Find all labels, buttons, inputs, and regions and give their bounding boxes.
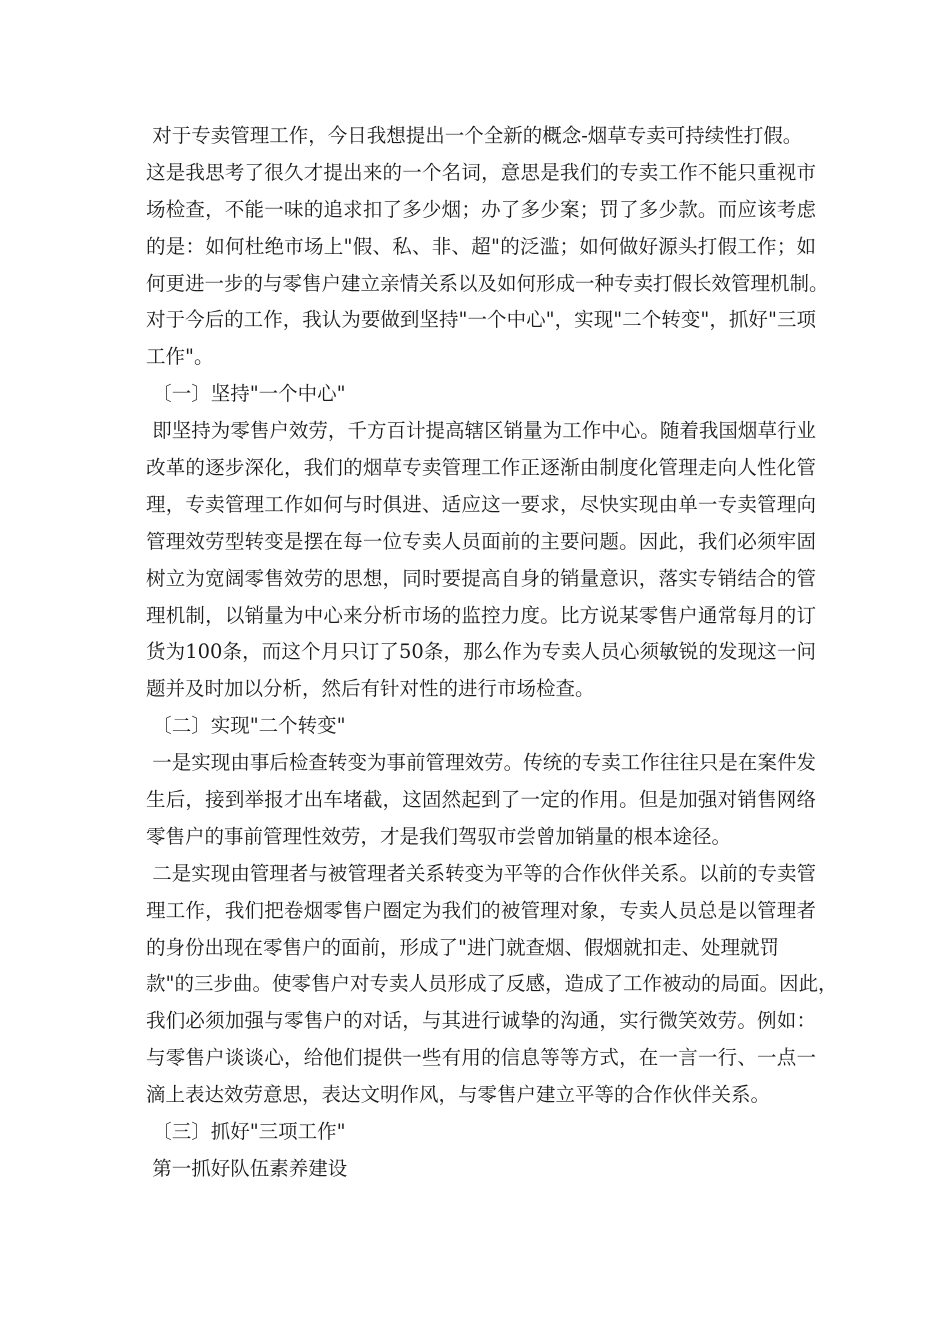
text-line: 工作"。	[146, 345, 214, 369]
text-line: 树立为宽阔零售效劳的思想，同时要提高自身的销量意识，落实专销结合的管	[146, 566, 816, 590]
text-line: 对于专卖管理工作，今日我想提出一个全新的概念-烟草专卖可持续性打假。	[146, 124, 803, 147]
document-body	[146, 118, 838, 1188]
text-line: 管理效劳型转变是摆在每一位专卖人员面前的主要问题。因此，我们必须牢固	[146, 529, 816, 553]
text-line: 改革的逐步深化，我们的烟草专卖管理工作正逐渐由制度化管理走向人性化管	[146, 456, 816, 480]
text-line: 的身份出现在零售户的面前，形成了"进门就查烟、假烟就扣走、处理就罚	[146, 935, 779, 959]
section-heading-1: 〔一〕坚持"一个中心"	[146, 382, 346, 406]
text-line: 场检查，不能一味的追求扣了多少烟；办了多少案；罚了多少款。而应该考虑	[146, 197, 816, 221]
text-line: 货为100条，而这个月只订了50条，那么作为专卖人员心须敏锐的发现这一问	[146, 640, 816, 664]
text-line: 即坚持为零售户效劳，千方百计提高辖区销量为工作中心。随着我国烟草行业	[146, 419, 816, 443]
text-line: 零售户的事前管理性效劳，才是我们驾驭市尝曾加销量的根本途径。	[146, 824, 732, 848]
text-line: 生后，接到举报才出车堵截，这固然起到了一定的作用。但是加强对销售网络	[146, 788, 816, 812]
text-line: 理工作，我们把卷烟零售户圈定为我们的被管理对象，专卖人员总是以管理者	[146, 898, 816, 922]
text-line: 理机制，以销量为中心来分析市场的监控力度。比方说某零售户通常每月的订	[146, 603, 816, 627]
section-heading-3: 〔三〕抓好"三项工作"	[146, 1120, 346, 1144]
text-line: 理，专卖管理工作如何与时俱进、适应这一要求，尽快实现由单一专卖管理向	[146, 492, 816, 516]
text-line: 一是实现由事后检查转变为事前管理效劳。传统的专卖工作往往只是在案件发	[146, 751, 816, 775]
text-line: 这是我思考了很久才提出来的一个名词，意思是我们的专卖工作不能只重视市	[146, 160, 816, 184]
text-line: 与零售户谈谈心，给他们提供一些有用的信息等等方式，在一言一行、一点一	[146, 1046, 816, 1070]
text-line: 第一抓好队伍素养建设	[146, 1156, 348, 1180]
text-line: 款"的三步曲。使零售户对专卖人员形成了反感，造成了工作被动的局面。因此，	[146, 972, 838, 996]
text-line: 的是：如何杜绝市场上"假、私、非、超"的泛滥；如何做好源头打假工作；如	[146, 234, 816, 258]
text-line: 题并及时加以分析，然后有针对性的进行市场检查。	[146, 677, 595, 701]
section-heading-2: 〔二〕实现"二个转变"	[146, 714, 346, 738]
text-line: 何更进一步的与零售户建立亲情关系以及如何形成一种专卖打假长效管理机制。	[146, 271, 829, 295]
text-line: 二是实现由管理者与被管理者关系转变为平等的合作伙伴关系。以前的专卖管	[146, 861, 816, 885]
text-line: 我们必须加强与零售户的对话，与其进行诚挚的沟通，实行微笑效劳。例如：	[146, 1009, 816, 1033]
text-line: 对于今后的工作，我认为要做到坚持"一个中心"，实现"二个转变"，抓好"三项	[146, 308, 816, 332]
text-line: 滴上表达效劳意思，表达文明作风，与零售户建立平等的合作伙伴关系。	[146, 1083, 771, 1107]
